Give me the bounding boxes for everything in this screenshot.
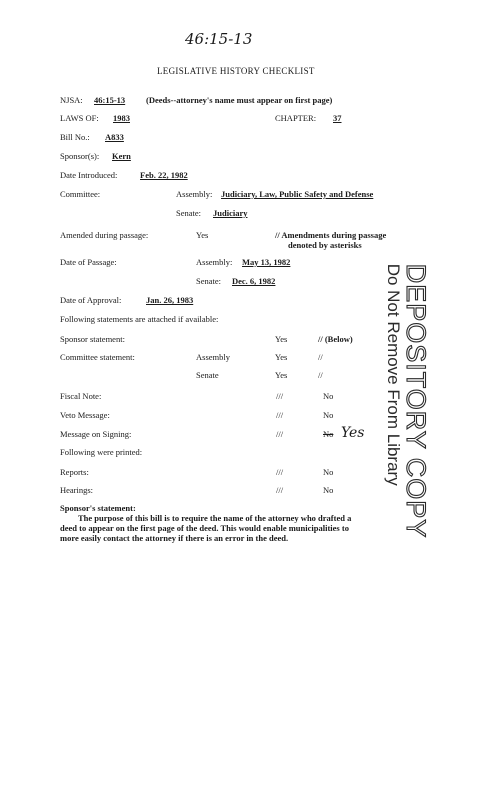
veto-message-value: No: [323, 410, 334, 420]
committee-statement-assembly-label: Assembly: [196, 352, 230, 362]
hearings-mark: ///: [276, 485, 284, 495]
veto-message-mark: ///: [276, 410, 284, 420]
committee-statement-senate-label: Senate: [196, 370, 219, 380]
date-introduced-label: Date Introduced:: [60, 170, 118, 180]
sponsor-value: Kern: [112, 151, 131, 161]
message-signing-mark: ///: [276, 429, 284, 439]
committee-senate-label: Senate:: [176, 208, 202, 218]
committee-senate-value: Judiciary: [213, 208, 248, 218]
njsa-note: (Deeds--attorney's name must appear on first page): [146, 95, 333, 105]
sponsor-statement-value: Yes: [275, 334, 288, 344]
fiscal-note-mark: ///: [276, 391, 284, 401]
laws-of-label: LAWS OF:: [60, 113, 99, 123]
committee-label: Committee:: [60, 189, 101, 199]
bill-no-label: Bill No.:: [60, 132, 90, 142]
committee-assembly-value: Judiciary, Law, Public Safety and Defense: [221, 189, 374, 199]
stamp-depository-copy: DEPOSITORY COPY: [401, 263, 431, 539]
reports-mark: ///: [276, 467, 284, 477]
committee-statement-assembly-value: Yes: [275, 352, 288, 362]
committee-assembly-label: Assembly:: [176, 189, 213, 199]
passage-senate-value: Dec. 6, 1982: [232, 276, 276, 286]
reports-label: Reports:: [60, 467, 89, 477]
fiscal-note-label: Fiscal Note:: [60, 391, 102, 401]
amended-value: Yes: [196, 230, 209, 240]
message-signing-handwritten: Yes: [341, 425, 365, 441]
statement-heading: Sponsor's statement:: [60, 503, 136, 513]
page-title: LEGISLATIVE HISTORY CHECKLIST: [157, 66, 315, 76]
stamp-do-not-remove: Do Not Remove From Library: [384, 263, 403, 486]
statement-line-1: The purpose of this bill is to require the name of the attorney who drafted a: [78, 513, 352, 523]
reports-value: No: [323, 467, 334, 477]
committee-statement-assembly-mark: //: [318, 352, 323, 362]
approval-label: Date of Approval:: [60, 295, 122, 305]
committee-statement-senate-mark: //: [318, 370, 323, 380]
hearings-value: No: [323, 485, 334, 495]
date-introduced-value: Feb. 22, 1982: [140, 170, 188, 180]
chapter-value: 37: [333, 113, 342, 123]
laws-of-value: 1983: [113, 113, 130, 123]
njsa-value: 46:15-13: [94, 95, 126, 105]
printed-heading: Following were printed:: [60, 447, 143, 457]
amended-note-line2: denoted by asterisks: [288, 240, 362, 250]
veto-message-label: Veto Message:: [60, 410, 110, 420]
depository-stamp: [372, 263, 442, 539]
passage-assembly-label: Assembly:: [196, 257, 233, 267]
passage-label: Date of Passage:: [60, 257, 117, 267]
bill-no-value: A833: [105, 132, 124, 142]
hearings-label: Hearings:: [60, 485, 94, 495]
njsa-label: NJSA:: [60, 95, 83, 105]
amended-label: Amended during passage:: [60, 230, 149, 240]
attached-heading: Following statements are attached if available:: [60, 314, 219, 324]
committee-statement-label: Committee statement:: [60, 352, 135, 362]
passage-assembly-value: May 13, 1982: [242, 257, 291, 267]
amended-note-line1: // Amendments during passage: [275, 230, 387, 240]
message-signing-label: Message on Signing:: [60, 429, 132, 439]
sponsor-statement-label: Sponsor statement:: [60, 334, 125, 344]
sponsor-label: Sponsor(s):: [60, 151, 100, 161]
statement-line-2: deed to appear on the first page of the deed. This would enable municipalities to: [60, 523, 349, 533]
statement-line-3: more easily contact the attorney if there is an error in the deed.: [60, 533, 289, 543]
approval-value: Jan. 26, 1983: [146, 295, 194, 305]
fiscal-note-value: No: [323, 391, 334, 401]
message-signing-value: No: [323, 429, 334, 439]
handwritten-header: 46:15-13: [185, 30, 253, 48]
committee-statement-senate-value: Yes: [275, 370, 288, 380]
sponsor-statement-note: // (Below): [318, 334, 353, 344]
passage-senate-label: Senate:: [196, 276, 222, 286]
chapter-label: CHAPTER:: [275, 113, 317, 123]
